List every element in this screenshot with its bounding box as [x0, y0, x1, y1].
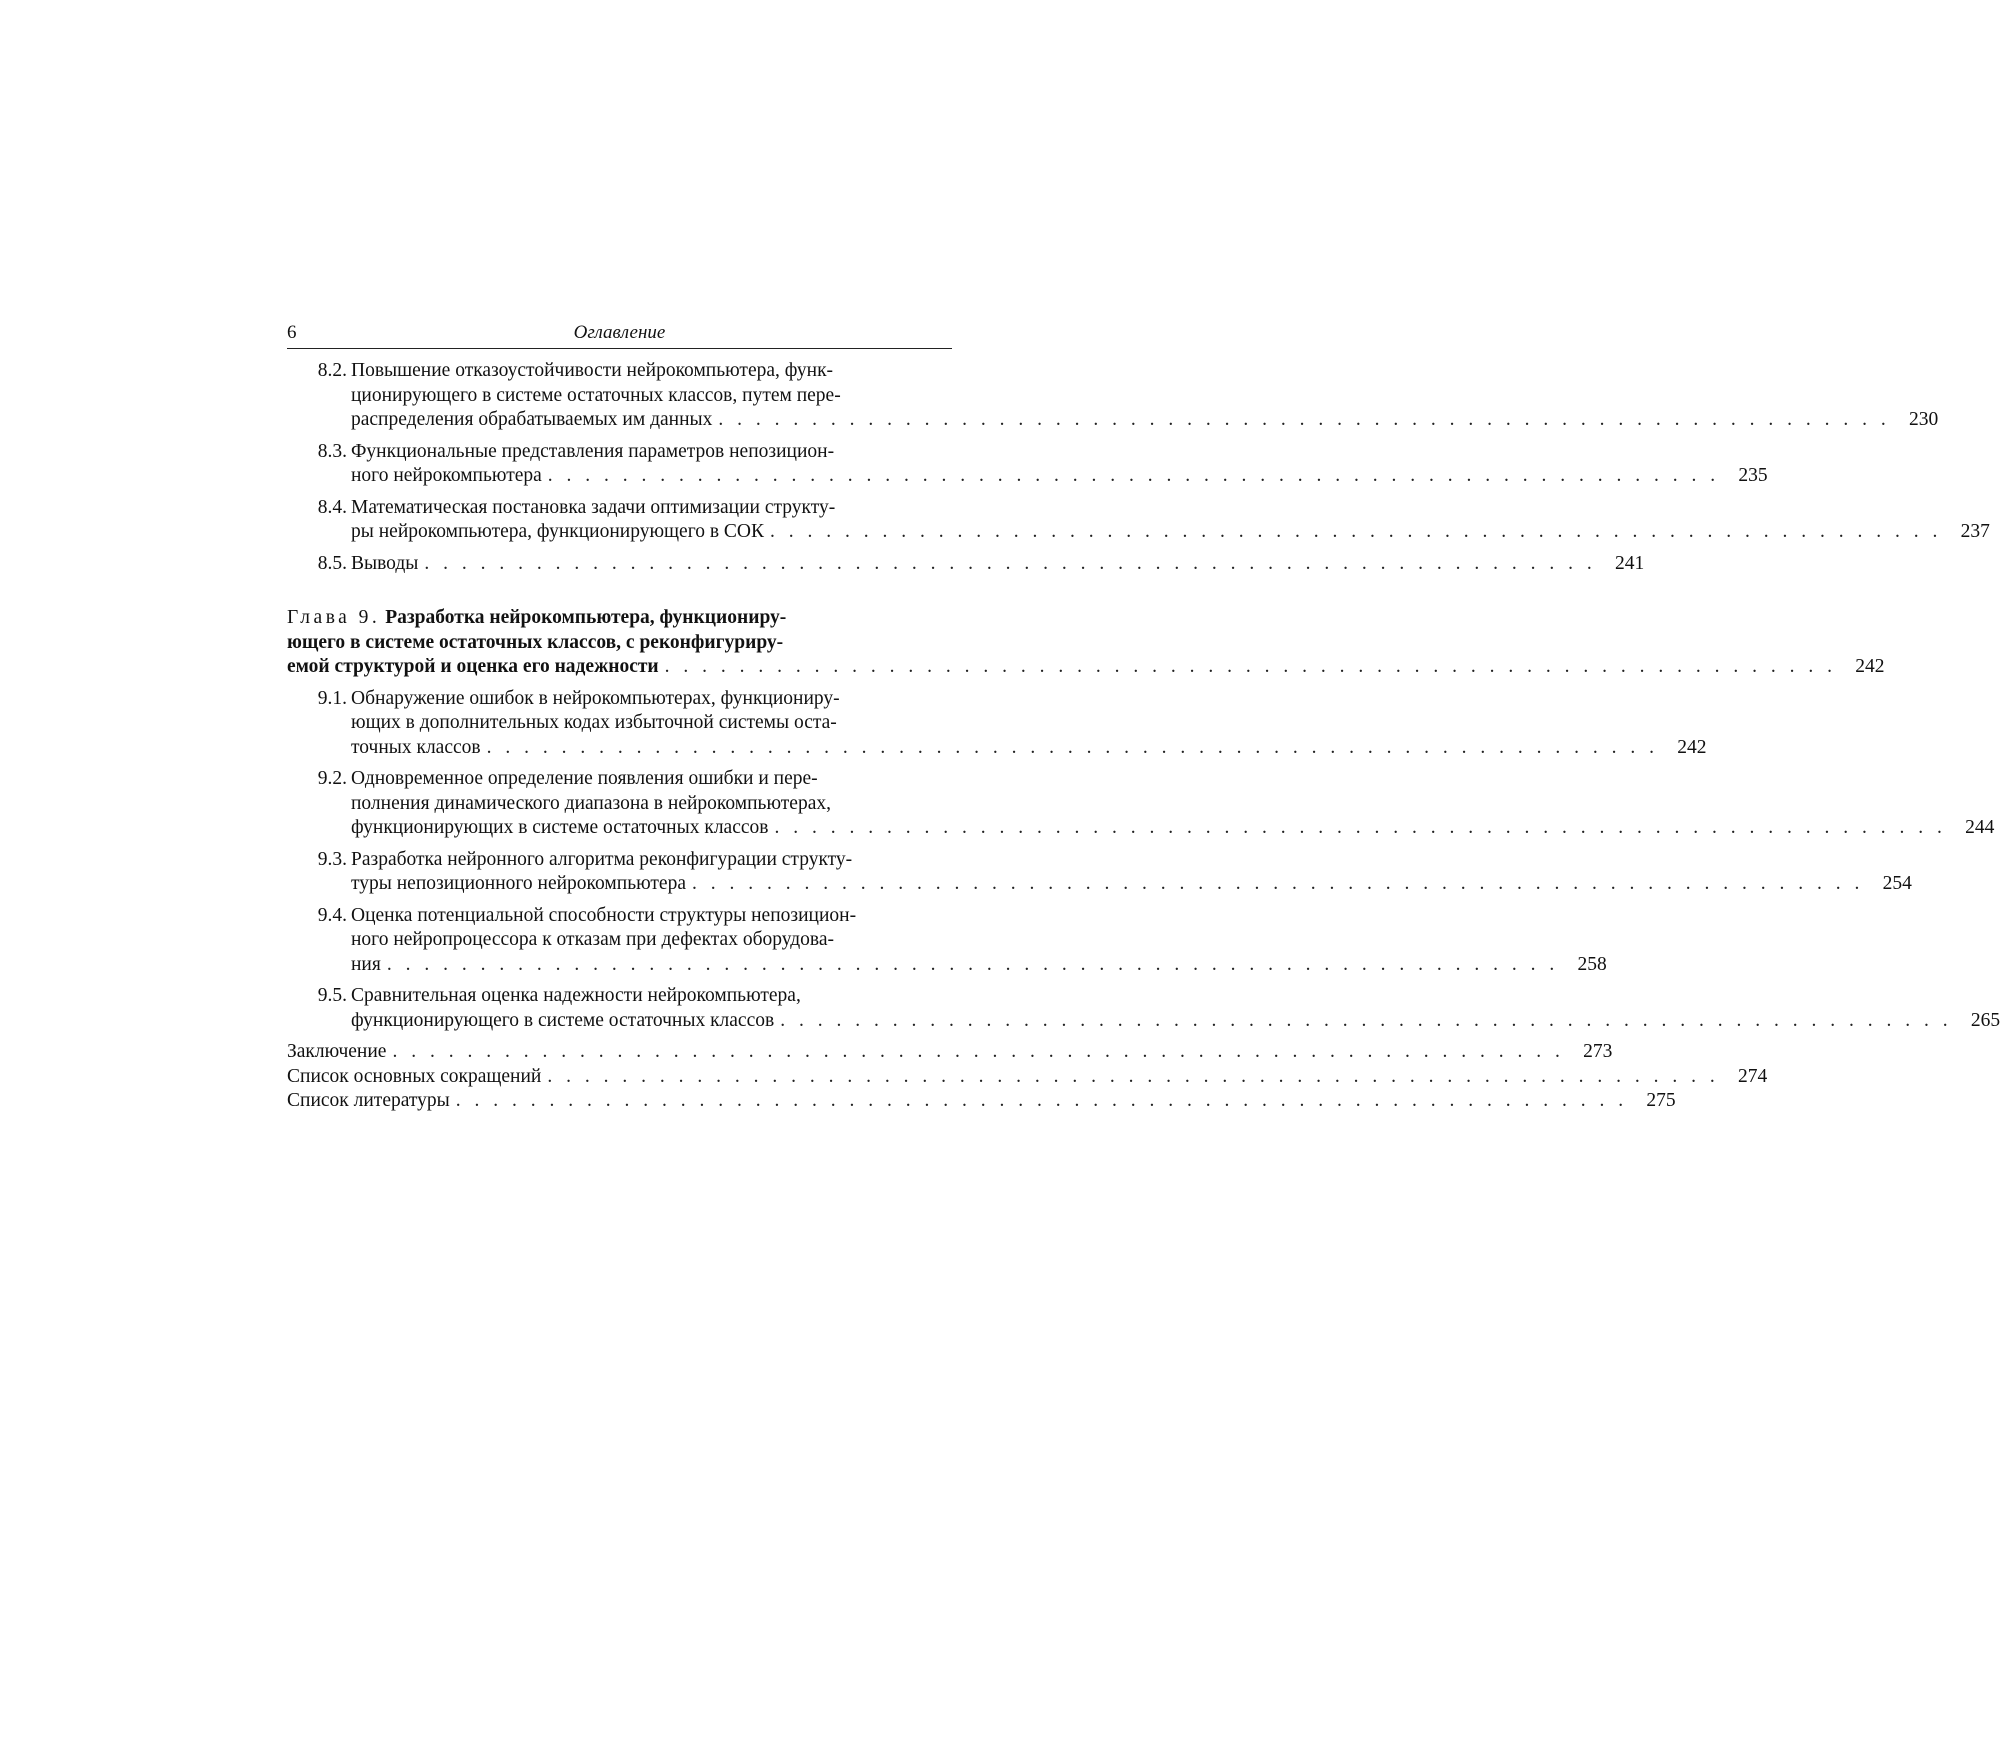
- entry-page-number: 273: [1583, 1041, 1613, 1062]
- toc-entry[interactable]: [287, 359, 1939, 433]
- entry-page-number: 275: [1646, 1090, 1676, 1111]
- section-number: 8.2.: [317, 360, 347, 381]
- dot-leader: . . . . . . . . . . . . . . . . . . . . . . . . . . . . . . . . . . . . . . . . . . . . . . . . . . . . . . . . . . . . . . .: [547, 1065, 1720, 1087]
- section-number: 9.4.: [317, 904, 347, 926]
- dot-leader: . . . . . . . . . . . . . . . . . . . . . . . . . . . . . . . . . . . . . . . . . . . . . . . . . . . . . . . . . . . . . . .: [392, 1041, 1565, 1062]
- entry-page-number: 274: [1737, 1065, 1768, 1087]
- dot-leader: . . . . . . . . . . . . . . . . . . . . . . . . . . . . . . . . . . . . . . . . . . . . . . . . . . . . . . . . . . . . . . .: [424, 552, 1597, 574]
- page-number: 6: [287, 322, 297, 343]
- toc-entry[interactable]: [287, 1065, 1768, 1090]
- entry-title-line: полнения динамического диапазона в нейрокомпьютерах,: [351, 792, 831, 814]
- toc-entry[interactable]: [287, 1040, 1613, 1065]
- section-number: 8.4.: [317, 496, 347, 518]
- toc-entry[interactable]: [287, 1089, 1676, 1114]
- entry-title: Заключение: [287, 1041, 387, 1062]
- entry-title-line: Повышение отказоустойчивости нейрокомпьютера, функ-: [351, 360, 834, 381]
- entry-title-line: Математическая постановка задачи оптимизации структу-: [351, 496, 836, 518]
- entry-title-line: ющих в дополнительных кодах избыточной системы оста-: [351, 712, 837, 733]
- chapter-8-sections: [287, 359, 1990, 576]
- entry-title-line: распределения обрабатываемых им данных: [351, 409, 713, 430]
- toc-entry[interactable]: [287, 767, 1995, 841]
- dot-leader: . . . . . . . . . . . . . . . . . . . . . . . . . . . . . . . . . . . . . . . . . . . . . . . . . . . . . . . . . . . . . . .: [547, 465, 1720, 486]
- chapter-title-line: ющего в системе остаточных классов, с реконфигуриру-: [287, 631, 784, 653]
- entry-title-line: ры нейрокомпьютера, функционирующего в СОК: [351, 521, 765, 542]
- dot-leader: . . . . . . . . . . . . . . . . . . . . . . . . . . . . . . . . . . . . . . . . . . . . . . . . . . . . . . . . . . . . . . .: [718, 409, 1891, 430]
- back-matter: [287, 1040, 1768, 1114]
- dot-leader: . . . . . . . . . . . . . . . . . . . . . . . . . . . . . . . . . . . . . . . . . . . . . . . . . . . . . . . . . . . . . . .: [455, 1090, 1628, 1111]
- toc-entry[interactable]: [287, 984, 2000, 1033]
- section-number: 8.5.: [317, 552, 347, 574]
- entry-title-line: ного нейрокомпьютера: [351, 465, 542, 486]
- entry-body: [351, 552, 1644, 577]
- chapter-9-entry[interactable]: [287, 606, 1885, 680]
- dot-leader: . . . . . . . . . . . . . . . . . . . . . . . . . . . . . . . . . . . . . . . . . . . . . . . . . . . . . . . . . . . . . . .: [664, 656, 1837, 677]
- chapter-page-number: 242: [1855, 656, 1885, 677]
- toc-entry[interactable]: [287, 848, 1912, 897]
- entry-title-line: функционирующих в системе остаточных классов: [351, 817, 769, 838]
- entry-title-line: Выводы: [351, 552, 419, 574]
- chapter-9-sections: [287, 687, 2000, 1034]
- section-number: 9.1.: [317, 687, 347, 709]
- entry-page-number: 241: [1615, 552, 1645, 574]
- entry-page-number: 235: [1738, 465, 1768, 486]
- dot-leader: . . . . . . . . . . . . . . . . . . . . . . . . . . . . . . . . . . . . . . . . . . . . . . . . . . . . . . . . . . . . . . .: [770, 521, 1942, 542]
- entry-body: [351, 767, 1994, 841]
- toc-entry[interactable]: [287, 687, 1707, 761]
- entry-title-line: Функциональные представления параметров непозицион-: [351, 440, 835, 462]
- toc-entry[interactable]: [287, 552, 1645, 577]
- section-number: 9.2.: [317, 768, 347, 789]
- chapter-label: Глава 9.: [287, 607, 381, 628]
- chapter-title-line: Разработка нейрокомпьютера, функциониру-: [385, 607, 787, 628]
- entry-title-line: функционирующего в системе остаточных классов: [351, 1009, 775, 1031]
- entry-body: [351, 848, 1912, 897]
- toc-page: [287, 322, 2000, 1114]
- entry-title-line: Одновременное определение появления ошибки и пере-: [351, 768, 818, 789]
- entry-body: [351, 496, 1990, 545]
- toc-entry[interactable]: [287, 440, 1768, 489]
- entry-title-line: ния: [351, 953, 381, 975]
- entry-title-line: Разработка нейронного алгоритма реконфигурации структу-: [351, 848, 853, 870]
- section-number: 9.3.: [317, 848, 347, 870]
- dot-leader: . . . . . . . . . . . . . . . . . . . . . . . . . . . . . . . . . . . . . . . . . . . . . . . . . . . . . . . . . . . . . . .: [780, 1009, 1953, 1031]
- dot-leader: . . . . . . . . . . . . . . . . . . . . . . . . . . . . . . . . . . . . . . . . . . . . . . . . . . . . . . . . . . . . . . .: [774, 817, 1947, 838]
- entry-title-line: Сравнительная оценка надежности нейрокомпьютера,: [351, 985, 801, 1006]
- entry-page-number: 242: [1677, 736, 1707, 758]
- entry-body: [351, 904, 1607, 978]
- dot-leader: . . . . . . . . . . . . . . . . . . . . . . . . . . . . . . . . . . . . . . . . . . . . . . . . . . . . . . . . . . . . . . .: [386, 953, 1559, 975]
- chapter-title-line: емой структурой и оценка его надежности: [287, 656, 659, 677]
- table-of-contents: [287, 359, 2000, 1114]
- entry-page-number: 254: [1882, 873, 1912, 894]
- dot-leader: . . . . . . . . . . . . . . . . . . . . . . . . . . . . . . . . . . . . . . . . . . . . . . . . . . . . . . . . . . . . . . .: [692, 873, 1864, 894]
- entry-title-line: Обнаружение ошибок в нейрокомпьютерах, функциониру-: [351, 687, 840, 709]
- entry-title: Список литературы: [287, 1090, 450, 1111]
- page-title: Оглавление: [573, 322, 666, 343]
- entry-body: [351, 359, 1938, 433]
- running-head: [287, 322, 952, 349]
- entry-title-line: туры непозиционного нейрокомпьютера: [351, 873, 686, 894]
- entry-title-line: ционирующего в системе остаточных классов, путем пере-: [351, 384, 841, 406]
- toc-entry[interactable]: [287, 904, 1607, 978]
- entry-body: [351, 440, 1768, 489]
- entry-page-number: 244: [1965, 817, 1995, 838]
- entry-page-number: 265: [1970, 1009, 2000, 1031]
- entry-title-line: Оценка потенциальной способности структуры непозицион-: [351, 904, 857, 926]
- toc-entry[interactable]: [287, 496, 1990, 545]
- dot-leader: . . . . . . . . . . . . . . . . . . . . . . . . . . . . . . . . . . . . . . . . . . . . . . . . . . . . . . . . . . . . . . .: [486, 736, 1659, 758]
- section-number: 8.3.: [317, 440, 347, 462]
- entry-page-number: 258: [1577, 953, 1607, 975]
- entry-body: [351, 687, 1706, 761]
- entry-body: [351, 984, 2000, 1033]
- section-number: 9.5.: [317, 985, 347, 1006]
- entry-title-line: ного нейропроцессора к отказам при дефектах оборудова-: [351, 929, 835, 950]
- entry-title: Список основных сокращений: [287, 1065, 542, 1087]
- entry-title-line: точных классов: [351, 736, 481, 758]
- entry-page-number: 237: [1960, 521, 1990, 542]
- entry-page-number: 230: [1909, 409, 1939, 430]
